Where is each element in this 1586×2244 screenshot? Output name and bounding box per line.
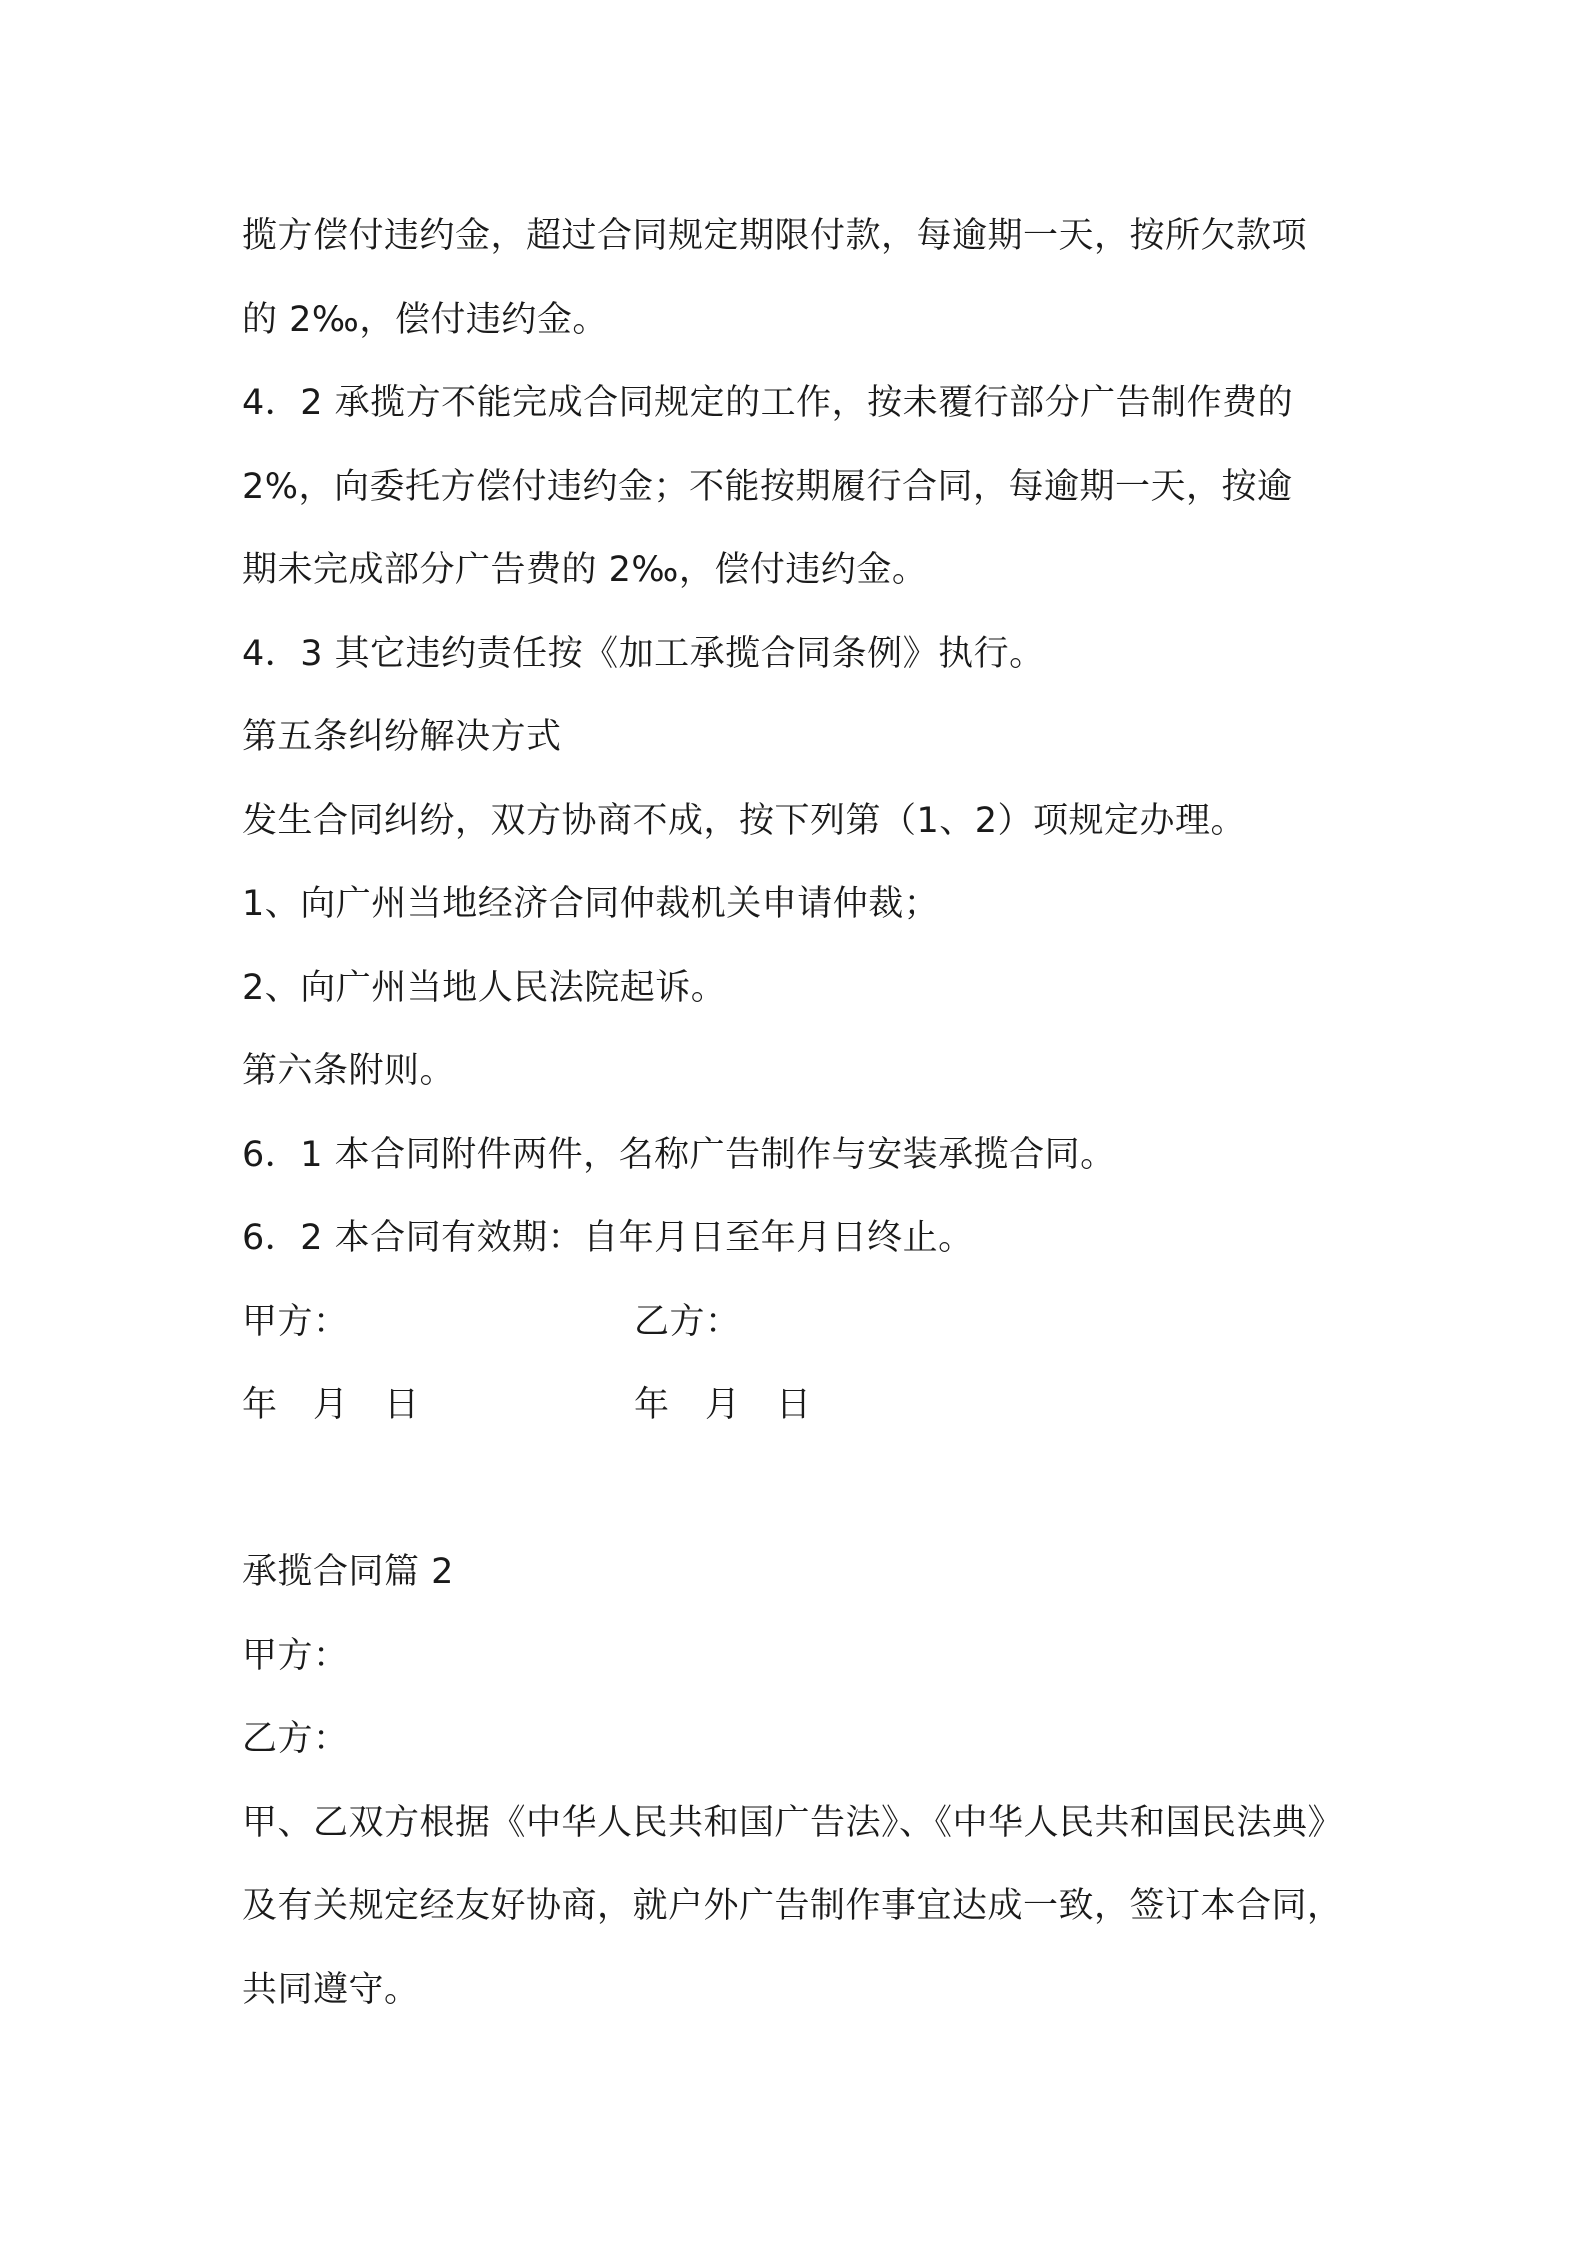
article-5-heading: 第五条纠纷解决方式 <box>242 717 562 757</box>
paragraph-line: 共同遵守。 <box>242 1969 420 2010</box>
party-a-label: 甲方： <box>242 1301 349 1342</box>
clause-6-1-line: 6．1 本合同附件两件，名称广告制作与安装承揽合同。 <box>242 1134 1116 1175</box>
list-item: 1、向广州当地经济合同仲裁机关申请仲裁； <box>242 884 940 924</box>
clause-4-3-line: 4．3 其它违约责任按《加工承揽合同条例》执行。 <box>242 633 1045 674</box>
paragraph-line: 及有关规定经友好协商，就户外广告制作事宜达成一致，签订本合同， <box>242 1886 1343 1926</box>
clause-6-2-line: 6．2 本合同有效期：自年月日至年月日终止。 <box>242 1218 974 1258</box>
paragraph-line: 揽方偿付违约金，超过合同规定期限付款，每逾期一天，按所欠款项 <box>242 216 1308 256</box>
party-a-line: 甲方： <box>242 1635 349 1676</box>
paragraph-line: 期未完成部分广告费的 2‰，偿付违约金。 <box>242 550 928 590</box>
blank-line <box>242 1448 1362 1532</box>
paragraph-line: 的 2‰，偿付违约金。 <box>242 299 608 340</box>
clause-4-2-line: 4．2 承揽方不能完成合同规定的工作，按未覆行部分广告制作费的 <box>242 383 1294 423</box>
party-b-line: 乙方： <box>242 1719 349 1759</box>
date-right: 年 月 日 <box>634 1385 812 1425</box>
paragraph-line: 发生合同纠纷，双方协商不成，按下列第（1、2）项规定办理。 <box>242 800 1247 841</box>
section-title: 承揽合同篇 2 <box>242 1552 454 1592</box>
list-item: 2、向广州当地人民法院起诉。 <box>242 967 727 1008</box>
article-6-heading: 第六条附则。 <box>242 1051 456 1091</box>
paragraph-line: 2%，向委托方偿付违约金；不能按期履行合同，每逾期一天，按逾 <box>242 466 1293 507</box>
signature-party-row <box>242 1281 1362 1365</box>
signature-date-row <box>242 1364 1362 1448</box>
party-b-label: 乙方： <box>634 1301 741 1342</box>
document-body <box>242 195 1362 2032</box>
date-left: 年 月 日 <box>242 1385 420 1425</box>
paragraph-line: 甲、乙双方根据《中华人民共和国广告法》、《中华人民共和国民法典》 <box>242 1802 1344 1843</box>
